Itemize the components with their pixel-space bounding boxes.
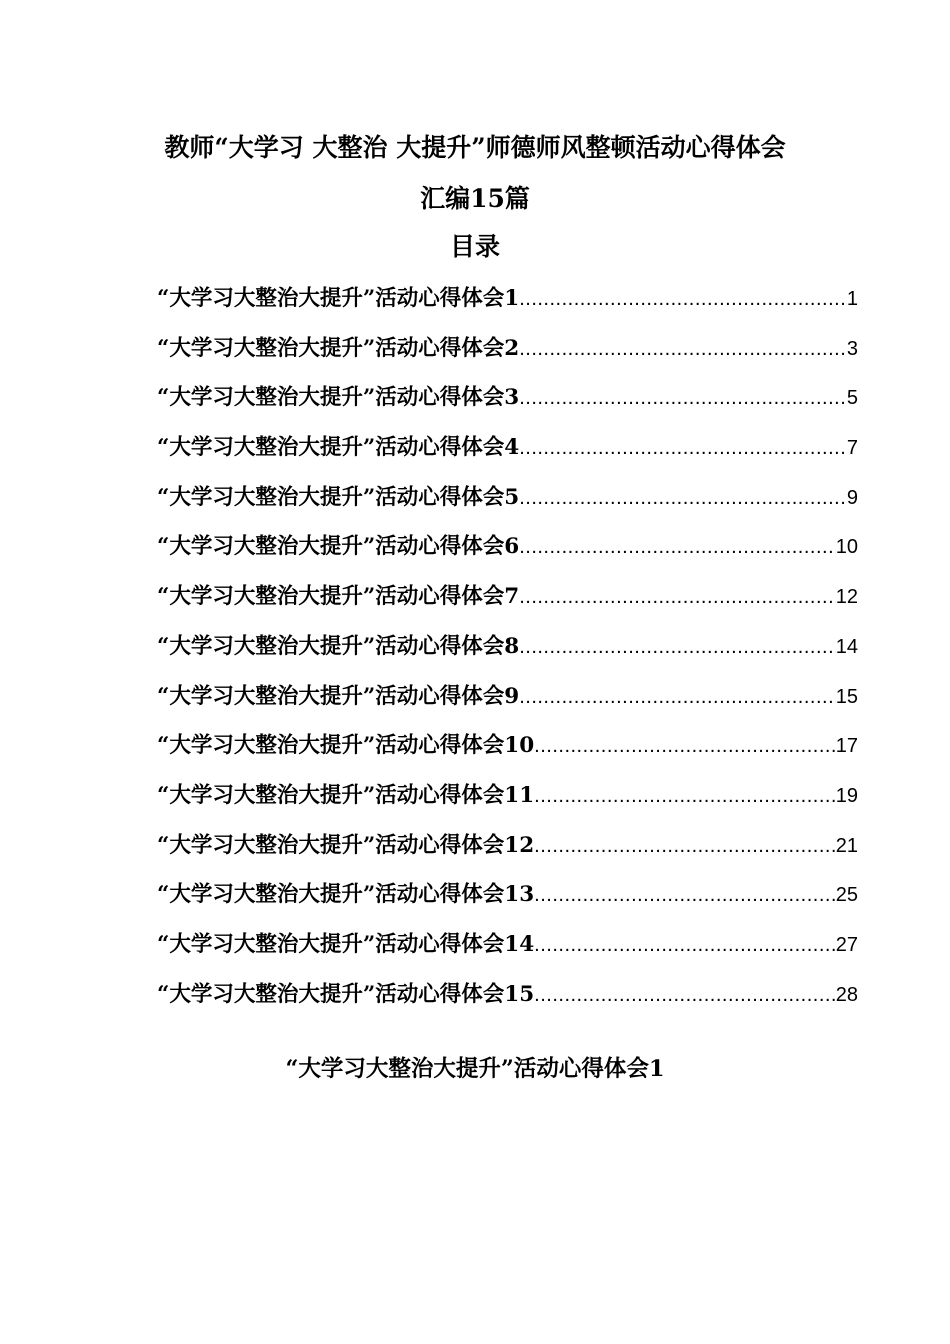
toc-page-number: 1 (846, 288, 858, 310)
toc-dot-leader (519, 331, 847, 367)
toc-dot-leader (519, 430, 847, 466)
toc-entry[interactable] (157, 778, 858, 828)
toc-entry-title: “大学习大整治大提升”活动心得体会8 (157, 633, 520, 659)
toc-entry-title: “大学习大整治大提升”活动心得体会4 (157, 435, 520, 461)
toc-dot-leader (519, 579, 836, 615)
toc-page-number: 14 (835, 635, 858, 658)
toc-page-number: 25 (835, 884, 858, 907)
toc-entry-title: “大学习大整治大提升”活动心得体会7 (157, 584, 520, 610)
toc-page-number: 15 (835, 685, 858, 708)
toc-page-number: 21 (835, 834, 858, 857)
table-of-contents (157, 281, 858, 1026)
toc-entry[interactable] (157, 579, 858, 629)
document-title: 教师“大学习 大整治 大提升”师德师风整顿活动心得体会 (164, 133, 786, 162)
toc-dot-leader (519, 480, 847, 516)
toc-entry-title: “大学习大整治大提升”活动心得体会1 (157, 286, 520, 311)
toc-entry[interactable] (157, 281, 858, 331)
toc-entry[interactable] (157, 629, 858, 679)
toc-entry-title: “大学习大整治大提升”活动心得体会2 (157, 335, 520, 361)
toc-dot-leader (534, 828, 836, 864)
toc-dot-leader (519, 380, 847, 416)
toc-dot-leader (519, 679, 836, 715)
toc-entry-title: “大学习大整治大提升”活动心得体会6 (157, 534, 520, 560)
toc-entry-title: “大学习大整治大提升”活动心得体会3 (157, 385, 520, 411)
toc-entry[interactable] (157, 679, 858, 729)
toc-entry-title: “大学习大整治大提升”活动心得体会14 (157, 931, 535, 957)
toc-dot-leader (519, 529, 836, 565)
toc-page-number: 10 (835, 536, 858, 559)
document-subtitle: 汇编15篇 (420, 184, 530, 213)
toc-entry[interactable] (157, 430, 858, 480)
toc-entry[interactable] (157, 828, 858, 878)
toc-entry-title: “大学习大整治大提升”活动心得体会12 (157, 832, 535, 858)
toc-page-number: 28 (835, 983, 858, 1006)
toc-entry[interactable] (157, 927, 858, 977)
toc-entry-title: “大学习大整治大提升”活动心得体会10 (157, 733, 535, 759)
toc-entry-title: “大学习大整治大提升”活动心得体会15 (157, 981, 535, 1007)
toc-entry[interactable] (157, 480, 858, 530)
toc-dot-leader (519, 629, 836, 665)
toc-entry[interactable] (157, 380, 858, 430)
toc-entry[interactable] (157, 877, 858, 927)
toc-page-number: 27 (835, 933, 858, 956)
toc-dot-leader (534, 977, 836, 1013)
toc-page-number: 12 (835, 586, 858, 609)
toc-entry-title: “大学习大整治大提升”活动心得体会13 (157, 882, 535, 908)
toc-dot-leader (534, 728, 836, 764)
toc-entry[interactable] (157, 331, 858, 381)
toc-page-number: 7 (846, 437, 858, 460)
toc-page-number: 9 (846, 486, 858, 509)
toc-page-number: 17 (835, 735, 858, 758)
toc-dot-leader (519, 281, 847, 317)
toc-page-number: 3 (846, 337, 858, 360)
toc-dot-leader (534, 877, 836, 913)
toc-page-number: 5 (846, 387, 858, 410)
toc-page-number: 19 (835, 784, 858, 807)
toc-entry-title: “大学习大整治大提升”活动心得体会5 (157, 484, 520, 510)
toc-entry-title: “大学习大整治大提升”活动心得体会11 (157, 782, 535, 808)
section-heading: “大学习大整治大提升”活动心得体会1 (285, 1056, 665, 1082)
toc-heading: 目录 (449, 232, 500, 261)
toc-entry[interactable] (157, 977, 858, 1027)
toc-entry[interactable] (157, 529, 858, 579)
toc-entry-title: “大学习大整治大提升”活动心得体会9 (157, 683, 520, 709)
toc-entry[interactable] (157, 728, 858, 778)
toc-dot-leader (534, 778, 836, 814)
toc-dot-leader (534, 927, 836, 963)
